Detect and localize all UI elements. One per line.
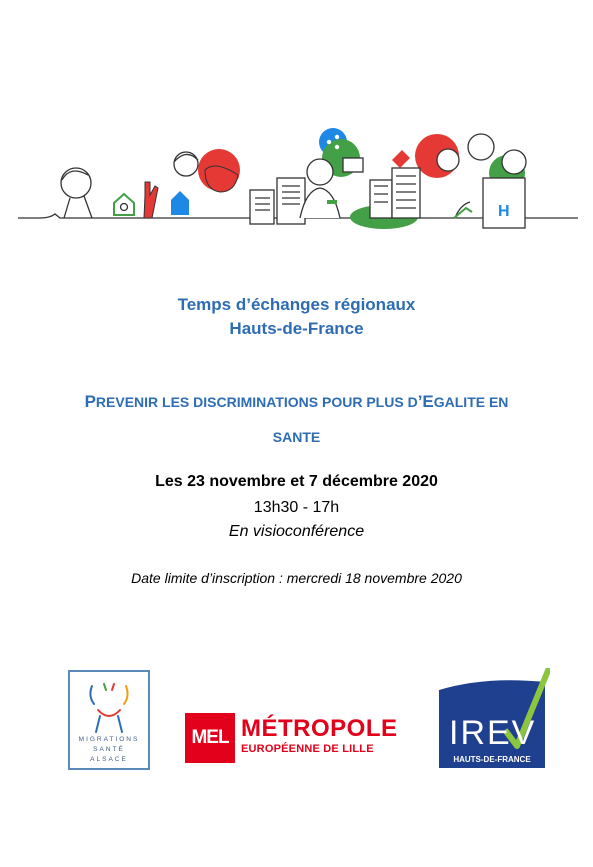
theme-cap-1: P — [84, 392, 96, 411]
event-theme-line1 — [20, 385, 573, 420]
event-dates: Les 23 novembre et 7 décembre 2020 — [155, 473, 438, 490]
event-time: 13h30 - 17h — [253, 499, 340, 516]
theme-cap-2: ’E — [417, 392, 434, 411]
theme-text-3: SANTE — [272, 429, 321, 445]
msa-line3: ALSACE — [90, 756, 128, 763]
event-title-line1: Temps d’échanges régionaux — [177, 295, 416, 314]
event-mode: En visioconférence — [228, 523, 365, 540]
msa-line1: MIGRATIONS — [78, 736, 140, 743]
mel-name: MÉTROPOLE — [241, 715, 398, 742]
theme-text-2: GALITE EN — [433, 394, 509, 410]
event-theme-line2 — [20, 420, 573, 455]
registration-deadline: Date limite d’inscription : mercredi 18 novembre 2020 — [131, 570, 462, 586]
mel-subname: EUROPÉENNE DE LILLE — [241, 743, 374, 755]
msa-line2: SANTÉ — [93, 746, 125, 753]
msa-figure-icon — [70, 676, 148, 736]
irev-logo — [435, 668, 550, 773]
header-illustration — [0, 120, 593, 245]
mel-box: MEL — [185, 713, 235, 763]
irev-region: HAUTS-DE-FRANCE — [453, 755, 531, 764]
event-title — [0, 293, 593, 341]
irev-name: IREV — [449, 714, 537, 752]
irev-shield — [435, 668, 550, 773]
migrations-sante-alsace-logo — [68, 670, 150, 770]
mel-logo — [185, 713, 415, 763]
event-theme — [0, 385, 593, 455]
event-title-line2: Hauts-de-France — [229, 319, 364, 338]
theme-text-1: REVENIR LES DISCRIMINATIONS POUR PLUS D — [95, 394, 418, 410]
svg-text:H: H — [498, 203, 510, 220]
